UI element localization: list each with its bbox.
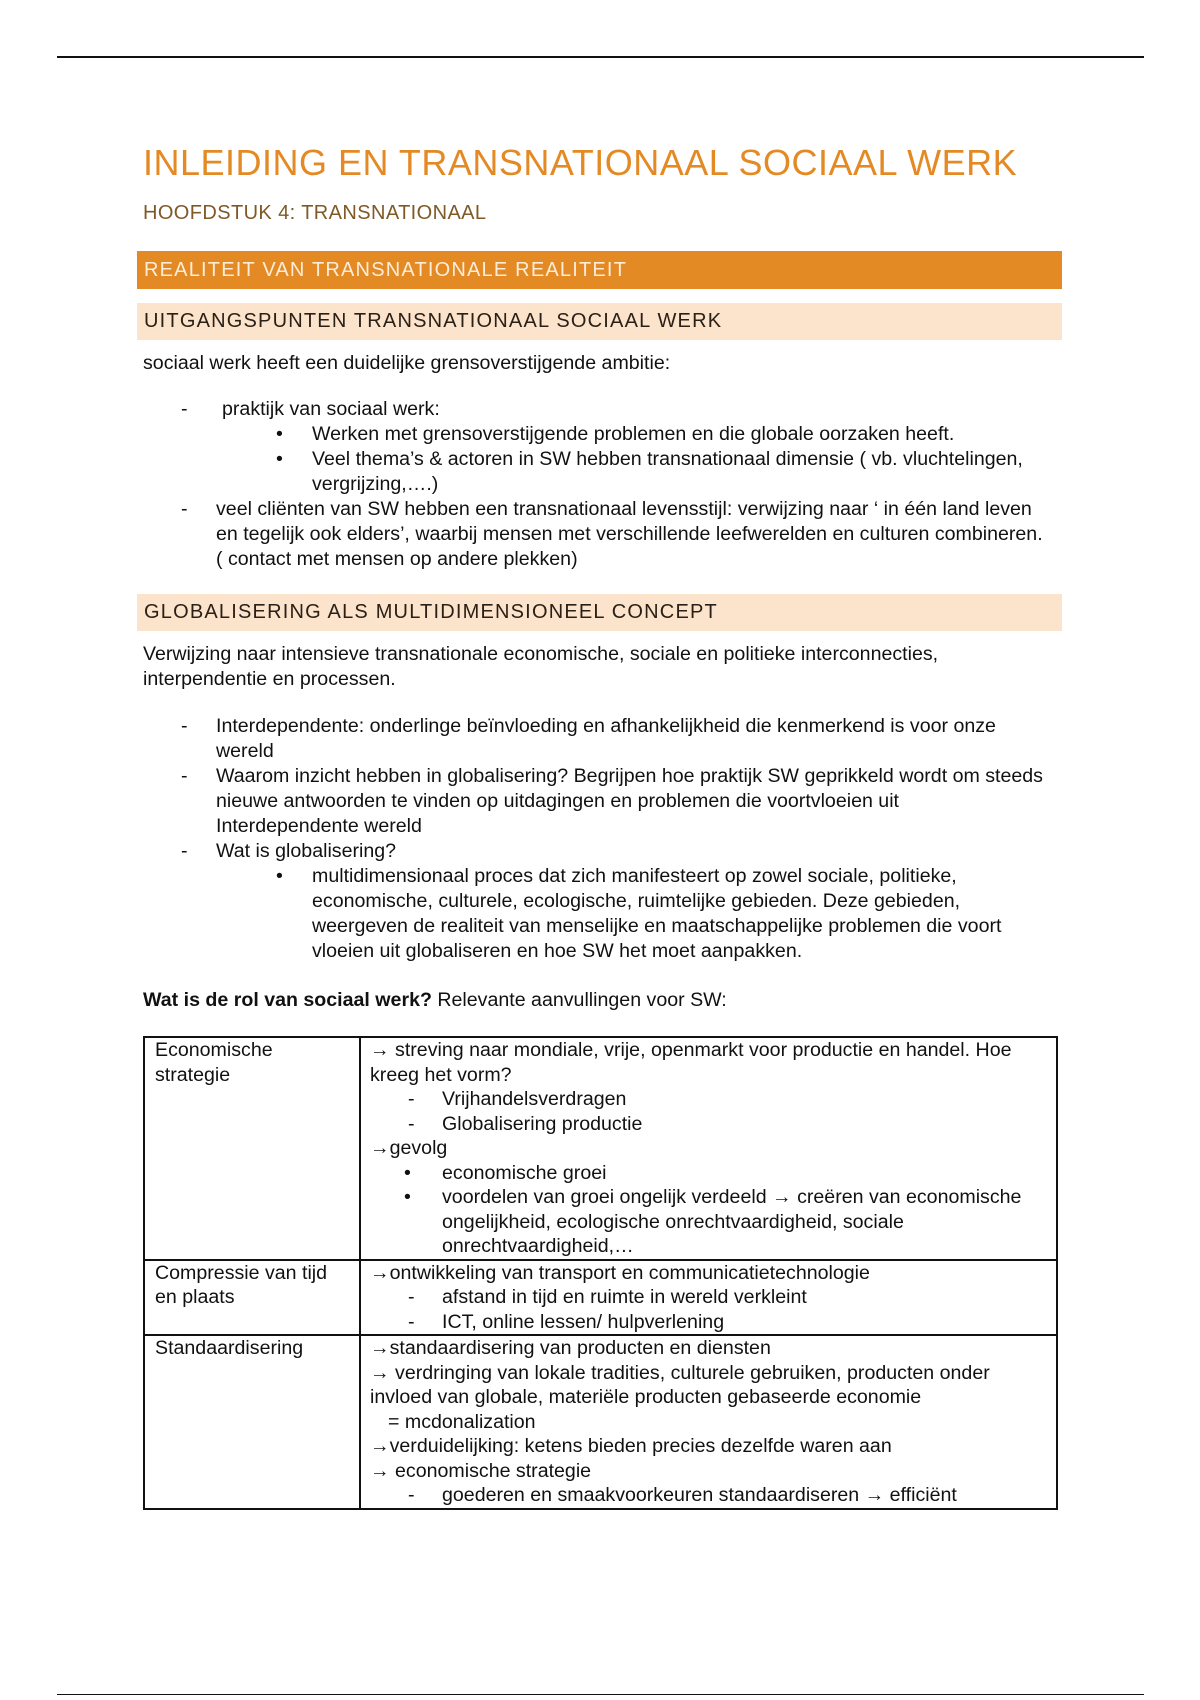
line-text: afstand in tijd en ruimte in wereld verkleint — [442, 1286, 807, 1308]
content-line — [370, 1161, 1048, 1186]
sub-list-item — [0, 864, 1052, 964]
chapter-subtitle: HOOFDSTUK 4: TRANSNATIONAAL — [143, 202, 487, 224]
section-heading-realiteit: REALITEIT VAN TRANSNATIONALE REALITEIT — [137, 251, 1062, 289]
list-item-text: Wat is globalisering? — [216, 840, 397, 862]
intro-paragraph: sociaal werk heeft een duidelijke grensoverstijgende ambitie: — [143, 352, 671, 374]
dash-marker: - — [181, 765, 188, 787]
list-item — [0, 497, 1052, 572]
globalisering-intro: Verwijzing naar intensieve transnationale economische, sociale en politieke interconnecties, interpendentie en processen. — [143, 643, 939, 690]
content-line: = mcdonalization — [388, 1410, 536, 1433]
content-line — [370, 1483, 1048, 1508]
row-content — [360, 1260, 1057, 1336]
globalisering-table — [143, 1036, 1058, 1510]
content-line: →verduidelijking: ketens bieden precies dezelfde waren aan — [370, 1435, 892, 1457]
line-text: economische groei — [442, 1161, 607, 1184]
dash-marker: - — [408, 1484, 415, 1506]
table-row — [144, 1037, 1057, 1260]
content-line: →gevolg — [370, 1137, 448, 1159]
page-title: INLEIDING EN TRANSNATIONAAL SOCIAAL WERK — [143, 142, 1018, 183]
top-rule — [57, 56, 1144, 58]
content-line: → streving naar mondiale, vrije, openmarkt voor productie en handel. Hoe kreeg het vorm? — [370, 1039, 1012, 1086]
dash-marker: - — [181, 840, 188, 862]
line-text: Globalisering productie — [442, 1112, 643, 1135]
content-line: →ontwikkeling van transport en communicatietechnologie — [370, 1261, 870, 1284]
globalisering-list — [0, 714, 1052, 964]
section-heading-globalisering: GLOBALISERING ALS MULTIDIMENSIONEEL CONCEPT — [137, 594, 1062, 631]
line-text: goederen en smaakvoorkeuren standaardiseren → efficiënt — [442, 1484, 957, 1506]
list-item — [0, 397, 1052, 497]
list-item — [0, 839, 1052, 964]
bullet-marker: • — [276, 448, 283, 470]
list-item — [0, 764, 1052, 839]
content-line — [370, 1310, 1048, 1335]
sub-item-text: multidimensionaal proces dat zich manifesteert op zowel sociale, politieke, economische, culturele, ecologische, ruimtelijke gebieden. Deze gebieden, weergeven de realiteit van menselijke en maatschappelijke problemen die voort vloeien uit globaliseren en hoe SW het moet aanpakken. — [312, 865, 1002, 962]
content-line: → economische strategie — [370, 1459, 592, 1482]
bullet-marker: • — [404, 1161, 411, 1184]
line-text: Vrijhandelsverdragen — [442, 1088, 627, 1110]
dash-marker: - — [408, 1286, 415, 1308]
sub-list — [0, 864, 1052, 964]
list-item-text: Waarom inzicht hebben in globalisering? Begrijpen hoe praktijk SW geprikkeld wordt om steeds nieuwe antwoorden te vinden op uitdagingen en problemen die voortvloeien uit Interdependente wereld — [216, 765, 1043, 837]
row-label: Standaardisering — [144, 1335, 360, 1509]
section-heading-uitgangspunten: UITGANGSPUNTEN TRANSNATIONAAL SOCIAAL WERK — [137, 303, 1062, 340]
list-item — [0, 714, 1052, 764]
line-text: ICT, online lessen/ hulpverlening — [442, 1310, 725, 1333]
role-question — [143, 988, 727, 1013]
role-question-bold: Wat is de rol van sociaal werk? — [143, 989, 432, 1011]
sub-item-text: Werken met grensoverstijgende problemen en die globale oorzaken heeft. — [312, 423, 955, 445]
sub-list-item — [0, 422, 1052, 447]
list-item-text: Interdependente: onderlinge beïnvloeding en afhankelijkheid die kenmerkend is voor onze wereld — [216, 715, 996, 762]
sub-list-item — [0, 447, 1052, 497]
row-label: Economische strategie — [144, 1037, 360, 1260]
dash-marker: - — [181, 498, 188, 520]
row-content — [360, 1037, 1057, 1260]
content-line: → verdringing van lokale tradities, culturele gebruiken, producten onder invloed van globale, materiële producten gebaseerde economie — [370, 1361, 990, 1408]
bottom-rule — [57, 1694, 1144, 1695]
dash-marker: - — [181, 398, 188, 420]
bullet-marker: • — [276, 423, 283, 445]
content-line — [370, 1087, 1048, 1112]
line-text: voordelen van groei ongelijk verdeeld → creëren van economische ongelijkheid, ecologische onrechtvaardigheid, sociale onrechtvaardigheid,… — [442, 1186, 1022, 1257]
row-content — [360, 1335, 1057, 1509]
row-label: Compressie van tijd en plaats — [144, 1260, 360, 1336]
list-item-text: veel cliënten van SW hebben een transnationaal levensstijl: verwijzing naar ‘ in één land leven en tegelijk ook elders’, waarbij mensen met verschillende leefwerelden en culturen combineren. ( contact met mensen op andere plekken) — [216, 498, 1043, 570]
role-question-rest: Relevante aanvullingen voor SW: — [431, 989, 727, 1011]
dash-marker: - — [181, 715, 188, 737]
bullet-marker: • — [404, 1186, 411, 1208]
sub-item-text: Veel thema’s & actoren in SW hebben transnationaal dimensie ( vb. vluchtelingen, vergrijzing,….) — [312, 448, 1023, 495]
bullet-marker: • — [276, 865, 283, 887]
dash-marker: - — [408, 1088, 415, 1110]
sub-list — [0, 422, 1052, 497]
table-row — [144, 1260, 1057, 1336]
dash-marker: - — [408, 1310, 415, 1333]
uitgangspunten-list — [0, 397, 1052, 572]
content-line — [370, 1185, 1048, 1259]
content-line — [370, 1112, 1048, 1137]
list-item-text: praktijk van sociaal werk: — [222, 398, 440, 420]
dash-marker: - — [408, 1112, 415, 1135]
table-row — [144, 1335, 1057, 1509]
content-line: →standaardisering van producten en diensten — [370, 1337, 771, 1359]
content-line — [370, 1285, 1048, 1310]
